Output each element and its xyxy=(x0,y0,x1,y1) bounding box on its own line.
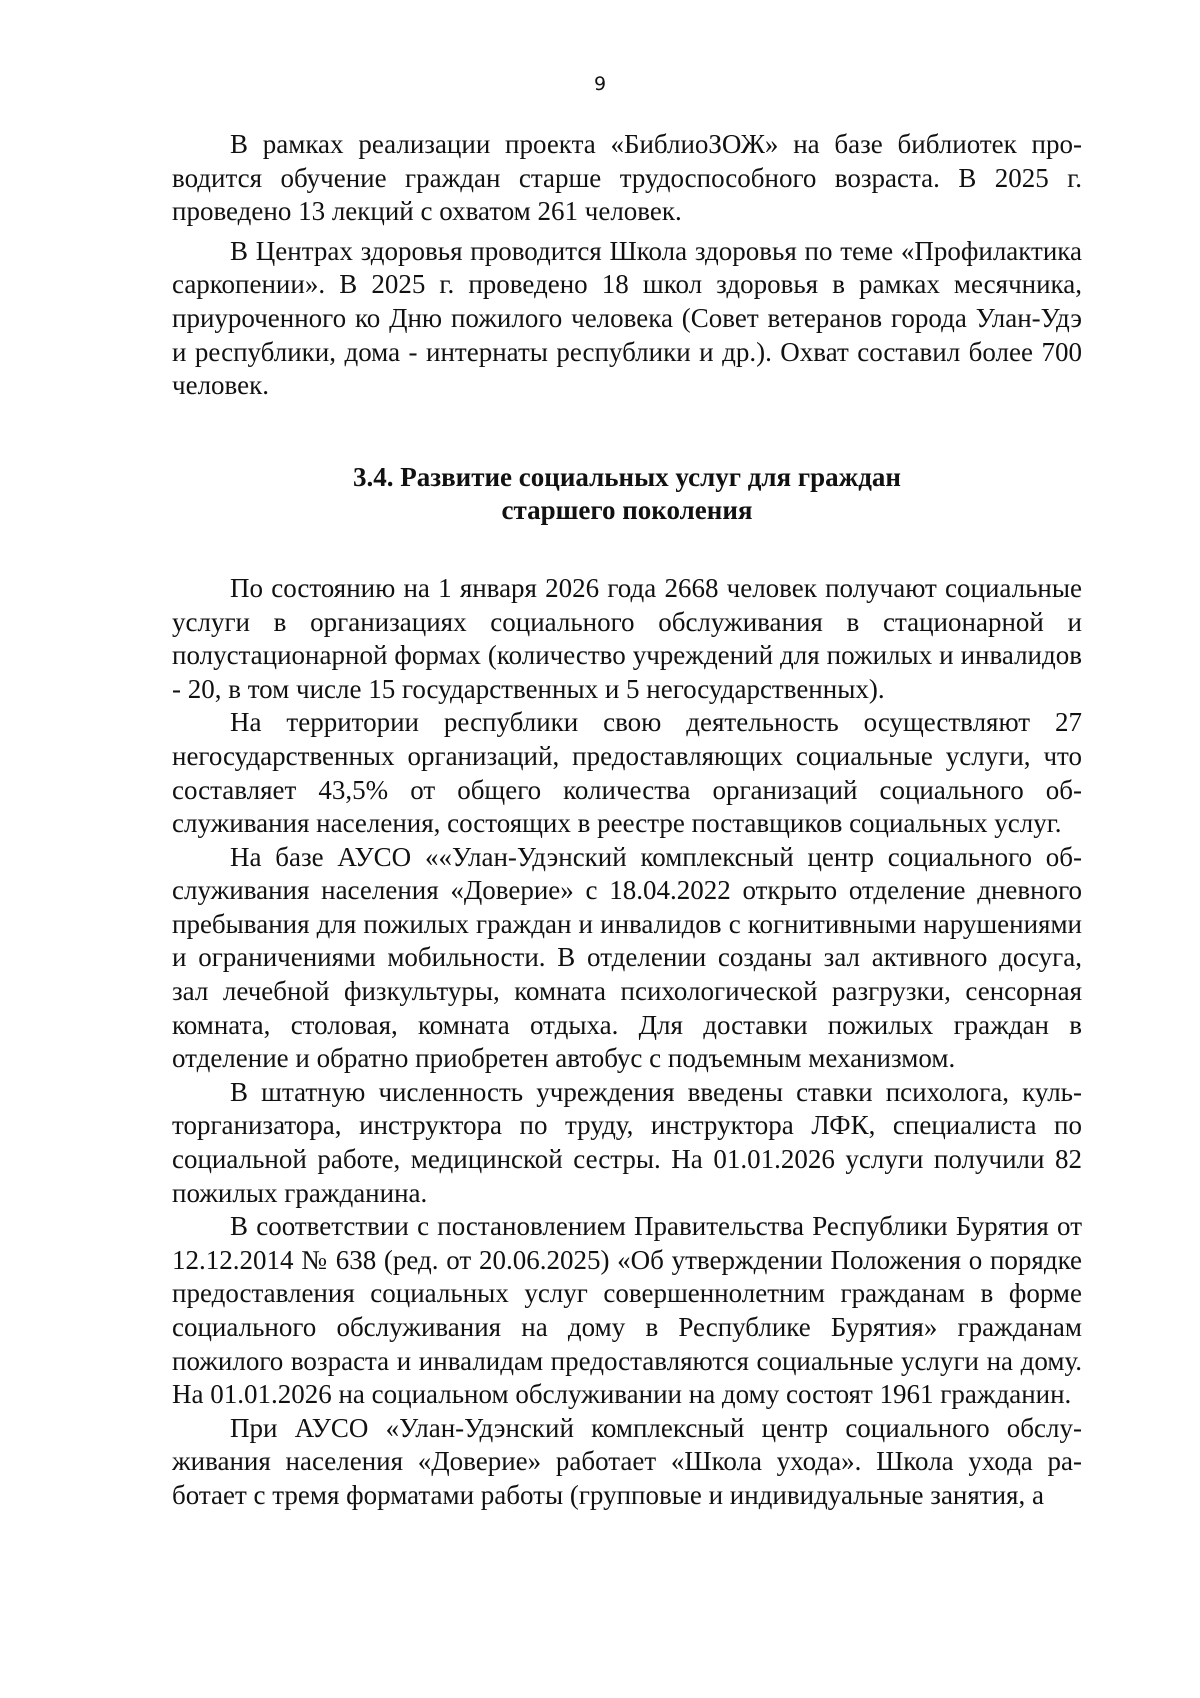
page-number: 9 xyxy=(593,73,607,95)
paragraph-social-services-count: По состоянию на 1 января 2026 года 2668 человек получают социальные услуги в организациях социального обслуживания в стационарной и полустационарной формах (количество учреждений для пожилых и инвалидов - 20, в том числе 15 государственных и 5 негосударственных). xyxy=(172,572,1082,704)
paragraph-care-school: При АУСО «Улан-Удэнский комплексный центр социального обслуживания населения «Доверие» работает «Школа ухода». Школа ухода работает с тремя форматами работы (групповые и индивидуальные занятия, а xyxy=(172,1412,1082,1510)
paragraph-biblio-zozh: В рамках реализации проекта «БиблиоЗОЖ» на базе библиотек проводится обучение граждан старше трудоспособного возраста. В 2025 г. проведено 13 лекций с охватом 261 человек. xyxy=(172,129,1082,227)
section-heading-line-2: старшего поколения xyxy=(501,495,753,526)
paragraph-day-care-department: На базе АУСО ««Улан-Удэнский комплексный центр социального обслуживания населения «Доверие» с 18.04.2022 открыто отделение дневного пребывания для пожилых граждан и инвалидов с когнитивными нарушениями и ограничениями мобильности. В отделении созданы зал активного досуга, зал лечебной физкультуры, комната психологической разгрузки, сенсорная комната, столовая, комната отдыха. Для доставки пожилых граждан в отделение и обратно приобретен автобус с подъемным механизмом. xyxy=(172,841,1082,1074)
paragraph-nongovernmental-orgs: На территории республики свою деятельность осуществляют 27 негосударственных организаций, предоставляющих социальные услуги, что составляет 43,5% от общего количества организаций социального обслуживания населения, состоящих в реестре поставщиков социальных услуг. xyxy=(172,707,1082,839)
paragraph-staff-positions: В штатную численность учреждения введены ставки психолога, культорганизатора, инструктора по труду, инструктора ЛФК, специалиста по социальной работе, медицинской сестры. На 01.01.2026 услуги получили 82 пожилых гражданина. xyxy=(172,1076,1082,1208)
paragraph-health-centers: В Центрах здоровья проводится Школа здоровья по теме «Профилактика саркопении». В 2025 г. проведено 18 школ здоровья в рамках месячника, приуроченного ко Дню пожилого человека (Совет ветеранов города Улан-Удэ и республики, дома - интернаты республики и др.). Охват составил более 700 человек. xyxy=(172,235,1082,401)
document-body xyxy=(172,128,1082,1513)
section-heading-line-1: 3.4. Развитие социальных услуг для граждан xyxy=(353,461,901,492)
paragraph-home-services: В соответствии с постановлением Правительства Республики Бурятия от 12.12.2014 № 638 (ред. от 20.06.2025) «Об утверждении Положения о порядке предоставления социальных услуг совершеннолетним гражданам в форме социального обслуживания на дому в Республике Бурятия» гражданам пожилого возраста и инвалидам предоставляются социальные услуги на дому. На 01.01.2026 на социальном обслуживании на дому состоят 1961 гражданин. xyxy=(172,1211,1082,1410)
section-heading xyxy=(172,461,1082,528)
